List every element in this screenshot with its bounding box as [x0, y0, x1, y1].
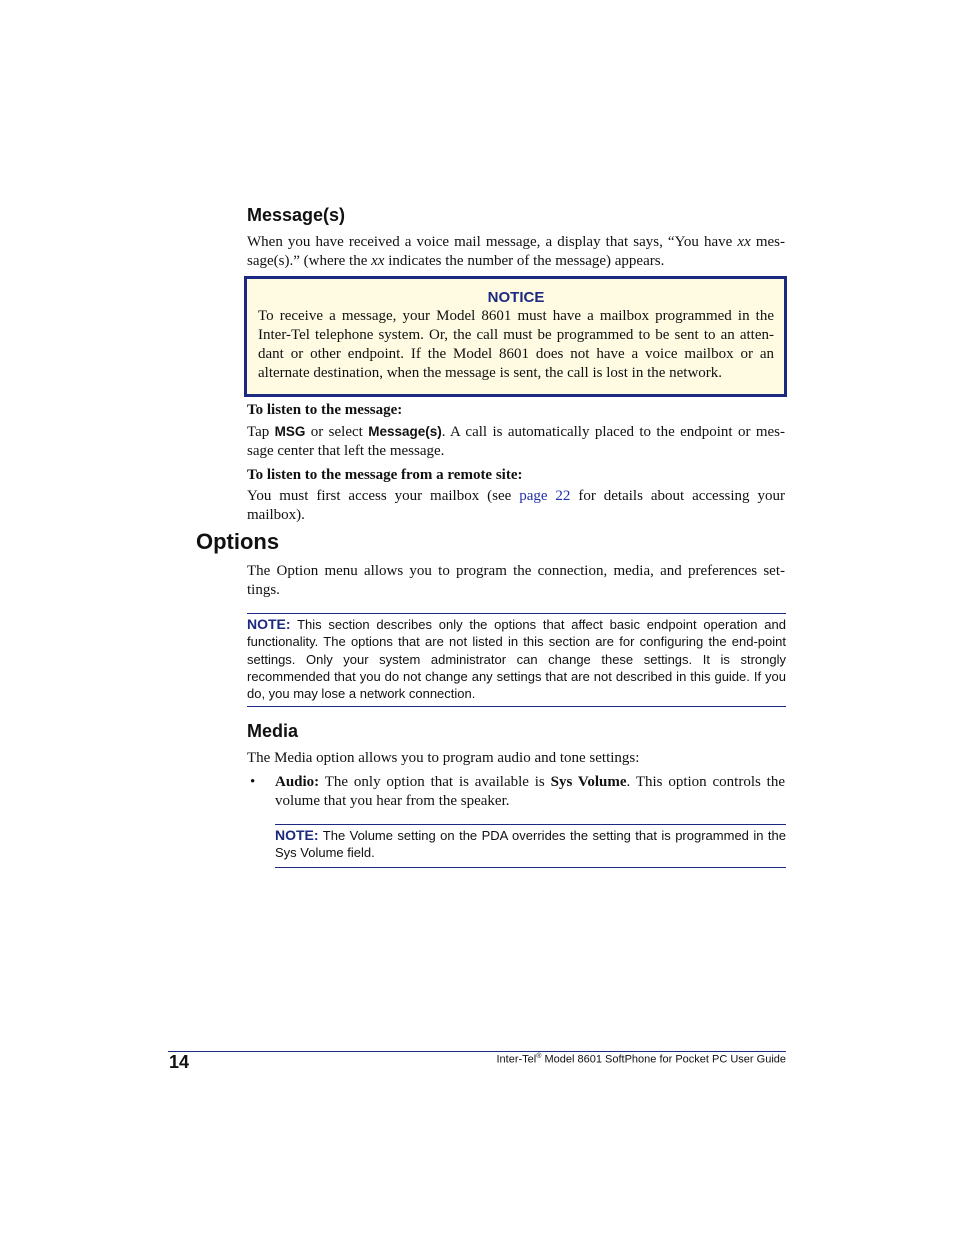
audio-text: . This option controls the volume that you hear from the speaker. — [275, 774, 786, 809]
note-label: NOTE: — [247, 616, 291, 632]
messages-intro-paragraph — [247, 233, 785, 271]
listen-heading: To listen to the message: — [247, 402, 403, 418]
page-number: 14 — [169, 1052, 190, 1072]
notice-title: NOTICE — [487, 289, 545, 306]
footer-rule — [168, 1051, 786, 1052]
listen-text: . A call is automatically placed to the endpoint or mes-sage center that left the message. — [247, 424, 786, 459]
note-body: The Volume setting on the PDA overrides the setting that is programmed in the Sys Volume field. — [275, 828, 786, 861]
listen-text: or select — [305, 424, 369, 440]
intro-text: When you have received a voice mail message, a display that says, “You have — [247, 234, 738, 250]
msg-term: MSG — [274, 424, 306, 439]
options-note-text — [247, 616, 786, 702]
options-note — [247, 613, 786, 707]
section-heading-options: Options — [196, 529, 280, 554]
footer-guide-title: Model 8601 SoftPhone for Pocket PC User Guide — [541, 1053, 786, 1066]
media-note-text — [275, 827, 786, 862]
note-label: NOTE: — [275, 827, 319, 843]
note-body: This section describes only the options that affect basic endpoint operation and functionality. The options that are not listed in this section are for configuring the end-point settings. Only your system administrator can change these settings. It is strongly recommended that you do not change any settings that are not described in this guide. If you do, you may lose a network connection. — [247, 617, 786, 702]
page-22-link[interactable]: page 22 — [519, 488, 571, 504]
listen-text: Tap — [247, 424, 275, 440]
section-heading-messages: Message(s) — [247, 205, 346, 225]
listen-paragraph — [247, 422, 785, 461]
intro-text: mes-sage(s).” (where the — [247, 234, 785, 269]
intro-text: indicates the number of the message) appears. — [384, 253, 665, 269]
remote-text: You must first access your mailbox (see — [247, 488, 520, 504]
sys-volume-term: Sys Volume — [550, 774, 627, 790]
audio-bullet-item — [275, 773, 785, 811]
intro-variable: xx — [737, 234, 751, 250]
remote-text: for details about accessing your mailbox). — [247, 488, 785, 523]
options-intro-paragraph: The Option menu allows you to program the connection, media, and preferences set-tings. — [247, 563, 785, 598]
section-heading-media: Media — [247, 721, 299, 741]
registered-mark: ® — [536, 1053, 542, 1060]
notice-text: To receive a message, your Model 8601 must have a mailbox programmed in the Inter-Tel telephone system. Or, the call must be programmed to be sent to an atten-dant or other endpoint. If the Model 8601 does not have a voice mailbox or an alternate destination, when the message is sent, the call is lost in the network. — [258, 308, 774, 381]
media-intro-paragraph: The Media option allows you to program audio and tone settings: — [247, 750, 640, 766]
remote-heading: To listen to the message from a remote site: — [247, 467, 523, 483]
remote-paragraph — [247, 487, 785, 525]
footer-title — [497, 1053, 787, 1066]
audio-text: The only option that is available is — [319, 774, 551, 790]
messages-term: Message(s) — [368, 424, 442, 439]
footer-brand: Inter-Tel — [496, 1053, 537, 1066]
intro-variable: xx — [371, 253, 385, 269]
media-note — [275, 824, 786, 868]
notice-box — [244, 276, 787, 397]
audio-label: Audio: — [275, 774, 320, 790]
bullet-marker: • — [250, 774, 256, 790]
